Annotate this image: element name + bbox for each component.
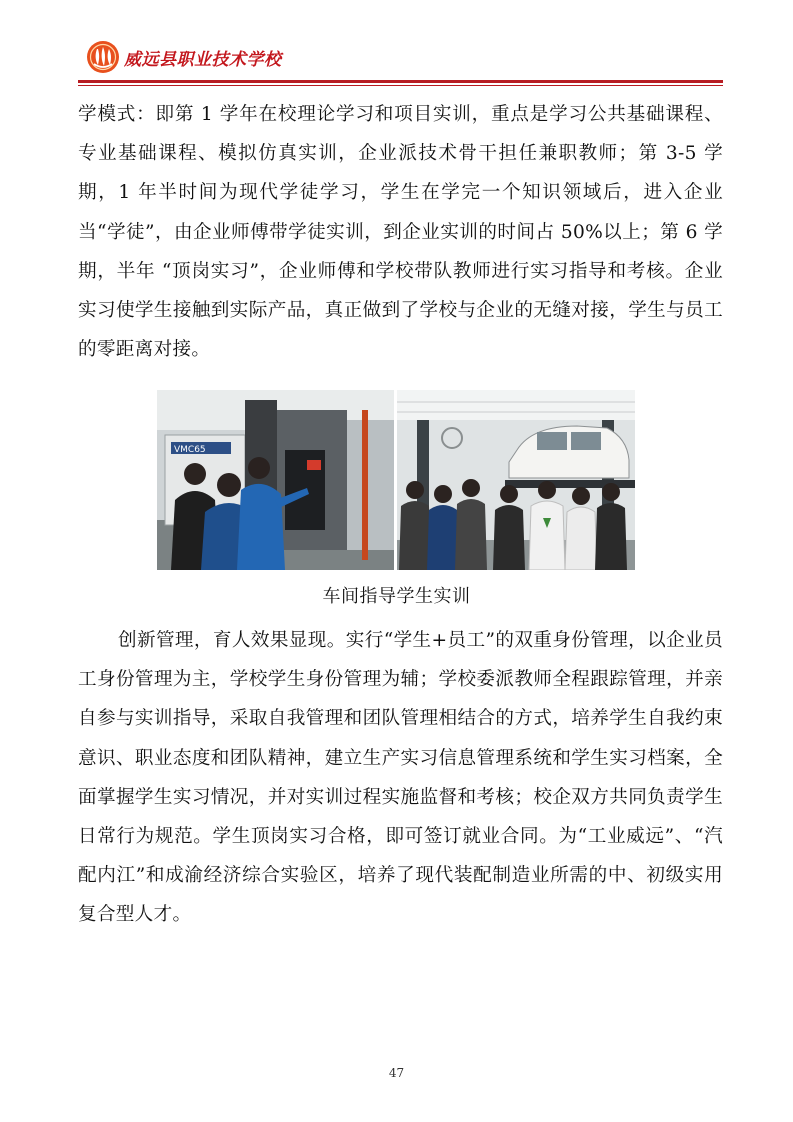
figure-caption: 车间指导学生实训 — [322, 586, 471, 607]
paragraph-2: 创新管理，育人效果显现。实行“学生+员工”的双重身份管理，以企业员工身份管理为主，学校学生身份管理为辅；学校委派教师全程跟踪管理，并亲自参与实训指导，采取自我管理和团队管理相结合的方式，培养学生自我约束意识、职业态度和团队精神，建立生产实习信息管理系统和学生实习档案，全面掌握学生实习情况，并对实训过程实施监督和考核；校企双方共同负责学生日常行为规范。学生顶岗实习合格，即可签订就业合同。为“工业威远”、“汽配内江”和成渝经济综合实验区，培养了现代装配制造业所需的中、初级实用复合型人才。 — [78, 630, 723, 926]
page-header — [78, 34, 723, 86]
machine-label: VMC65 — [174, 445, 206, 455]
school-name: 威远县职业技术学校 — [124, 50, 282, 70]
school-logo-icon — [86, 40, 120, 74]
page-number: 47 — [388, 1066, 405, 1080]
photo-workshop-car — [397, 390, 635, 570]
paragraph-1: 学模式：即第 1 学年在校理论学习和项目实训，重点是学习公共基础课程、专业基础课程、模拟仿真实训，企业派技术骨干担任兼职教师；第 3-5 学期，1 年半时间为现代学徒学习，学生在学完一个知识领域后，进入企业当“学徒”，由企业师傅带学徒实训，到企业实训的时间占 50%以上；第 6 学期，半年 “顶岗实习”，企业师傅和学校带队教师进行实习指导和考核。企业实习使学生接触到实际产品，真正做到了学校与企业的无缝对接，学生与员工的零距离对接。 — [78, 104, 723, 361]
header-rule-thick — [78, 80, 723, 83]
header-rule-thin — [78, 85, 723, 86]
figure-photos — [157, 390, 635, 570]
photo-workshop-machine — [157, 390, 394, 570]
